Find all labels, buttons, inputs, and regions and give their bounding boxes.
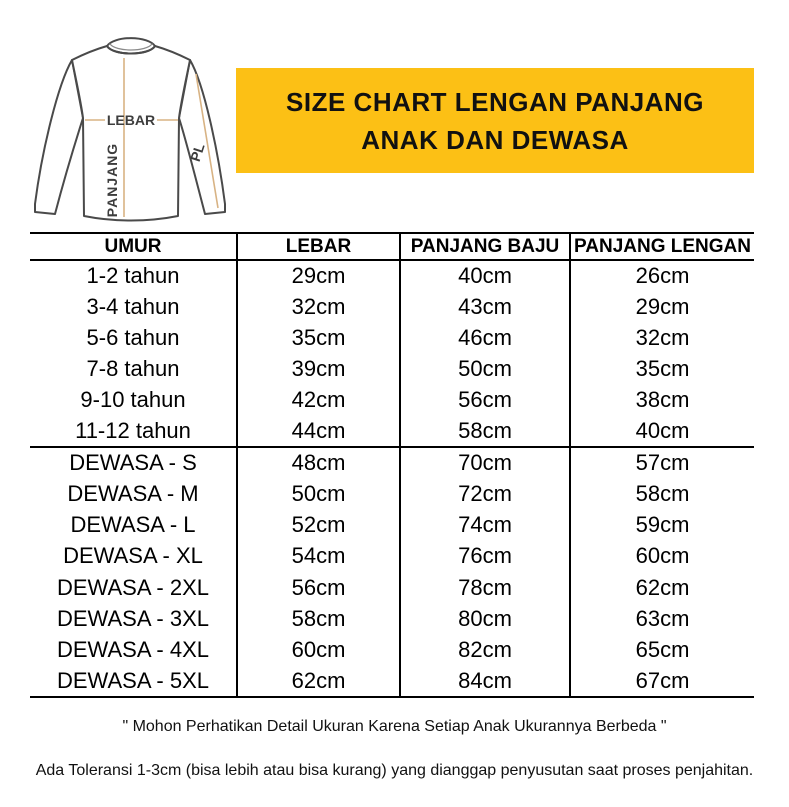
cell-baju: 40cm <box>400 260 570 291</box>
cell-baju: 43cm <box>400 291 570 322</box>
cell-umur: DEWASA - 4XL <box>56 637 209 663</box>
cell-baju: 58cm <box>400 416 570 447</box>
cell-umur: 5-6 tahun <box>86 325 180 350</box>
cell-umur: 1-2 tahun <box>86 263 180 289</box>
pl-diagram-label: PL <box>186 141 208 164</box>
cell-lengan: 58cm <box>570 478 754 509</box>
cell-baju: 56cm <box>400 385 570 416</box>
cell-umur: DEWASA - 5XL <box>30 666 237 697</box>
header-panjang-lengan: PANJANG LENGAN <box>570 233 754 260</box>
cell-baju: 72cm <box>400 478 570 509</box>
header-panjang-baju: PANJANG BAJU <box>400 233 570 260</box>
cell-baju: 80cm <box>400 603 570 634</box>
cell-umur: DEWASA - S <box>30 447 237 478</box>
cell-umur: DEWASA - XL <box>63 543 203 569</box>
cell-lebar: 62cm <box>237 666 400 697</box>
cell-lengan: 62cm <box>570 572 754 603</box>
shirt-diagram <box>28 32 234 228</box>
footer-note-quote: " Mohon Perhatikan Detail Ukuran Karena Setiap Anak Ukurannya Berbeda " <box>122 718 667 735</box>
cell-lengan: 32cm <box>570 322 754 353</box>
cell-baju: 46cm <box>400 322 570 353</box>
cell-lengan: 29cm <box>570 291 754 322</box>
cell-umur: DEWASA - 2XL <box>56 574 209 600</box>
cell-lengan: 59cm <box>570 510 754 541</box>
banner-title-line2: ANAK DAN DEWASA <box>361 124 629 155</box>
table-row <box>30 260 754 291</box>
cell-umur: DEWASA - M <box>67 481 199 507</box>
cell-lebar: 44cm <box>237 416 400 447</box>
cell-umur: 9-10 tahun <box>80 387 186 413</box>
cell-lebar: 60cm <box>237 634 400 665</box>
cell-lebar: 50cm <box>237 478 400 509</box>
cell-baju: 78cm <box>400 572 570 603</box>
header-umur: UMUR <box>30 233 237 260</box>
cell-lebar: 54cm <box>237 541 400 572</box>
panjang-diagram-label: PANJANG <box>104 142 120 218</box>
cell-lengan: 35cm <box>570 354 754 385</box>
cell-lengan: 57cm <box>570 447 754 478</box>
cell-lebar: 29cm <box>237 260 400 291</box>
table-row <box>30 385 754 416</box>
cell-lebar: 32cm <box>237 291 400 322</box>
cell-baju: 82cm <box>400 634 570 665</box>
cell-umur: DEWASA - 3XL <box>56 605 209 631</box>
table-row <box>30 354 754 385</box>
cell-lengan: 38cm <box>570 385 754 416</box>
cell-lengan: 63cm <box>570 603 754 634</box>
cell-lengan: 60cm <box>570 541 754 572</box>
table-row <box>30 603 754 634</box>
title-banner <box>236 68 754 173</box>
cell-baju: 84cm <box>400 666 570 697</box>
cell-umur: 7-8 tahun <box>86 356 180 382</box>
banner-title-line1: SIZE CHART LENGAN PANJANG <box>286 86 704 117</box>
cell-lengan: 26cm <box>570 260 754 291</box>
table-row <box>30 510 754 541</box>
table-row <box>30 666 754 697</box>
lebar-diagram-label: LEBAR <box>106 112 156 128</box>
cell-lebar: 35cm <box>237 322 400 353</box>
table-row <box>30 634 754 665</box>
cell-lebar: 58cm <box>237 603 400 634</box>
table-header-row <box>30 233 754 260</box>
cell-lebar: 42cm <box>237 385 400 416</box>
cell-lebar: 48cm <box>237 447 400 478</box>
size-chart-table <box>30 232 754 698</box>
cell-umur: 11-12 tahun <box>75 418 191 444</box>
cell-baju: 76cm <box>400 541 570 572</box>
cell-umur: 3-4 tahun <box>86 293 180 319</box>
cell-lebar: 52cm <box>237 510 400 541</box>
cell-lebar: 39cm <box>237 354 400 385</box>
table-row <box>30 447 754 478</box>
cell-lebar: 56cm <box>237 572 400 603</box>
cell-baju: 70cm <box>400 447 570 478</box>
shirt-outline <box>35 38 225 220</box>
table-row <box>30 572 754 603</box>
cell-baju: 50cm <box>400 354 570 385</box>
cell-lengan: 40cm <box>570 416 754 447</box>
table-row <box>30 322 754 353</box>
table-row <box>30 478 754 509</box>
table-row <box>30 416 754 447</box>
header-lebar: LEBAR <box>237 233 400 260</box>
cell-umur: DEWASA - L <box>70 512 196 538</box>
cell-lengan: 65cm <box>570 634 754 665</box>
table-row <box>30 541 754 572</box>
cell-lengan: 67cm <box>570 666 754 697</box>
footer-note-tolerance: Ada Toleransi 1-3cm (bisa lebih atau bisa kurang) yang dianggap penyusutan saat proses penjahitan. <box>35 762 754 779</box>
table-row <box>30 291 754 322</box>
cell-baju: 74cm <box>400 510 570 541</box>
long-sleeve-shirt-illustration <box>28 32 234 228</box>
